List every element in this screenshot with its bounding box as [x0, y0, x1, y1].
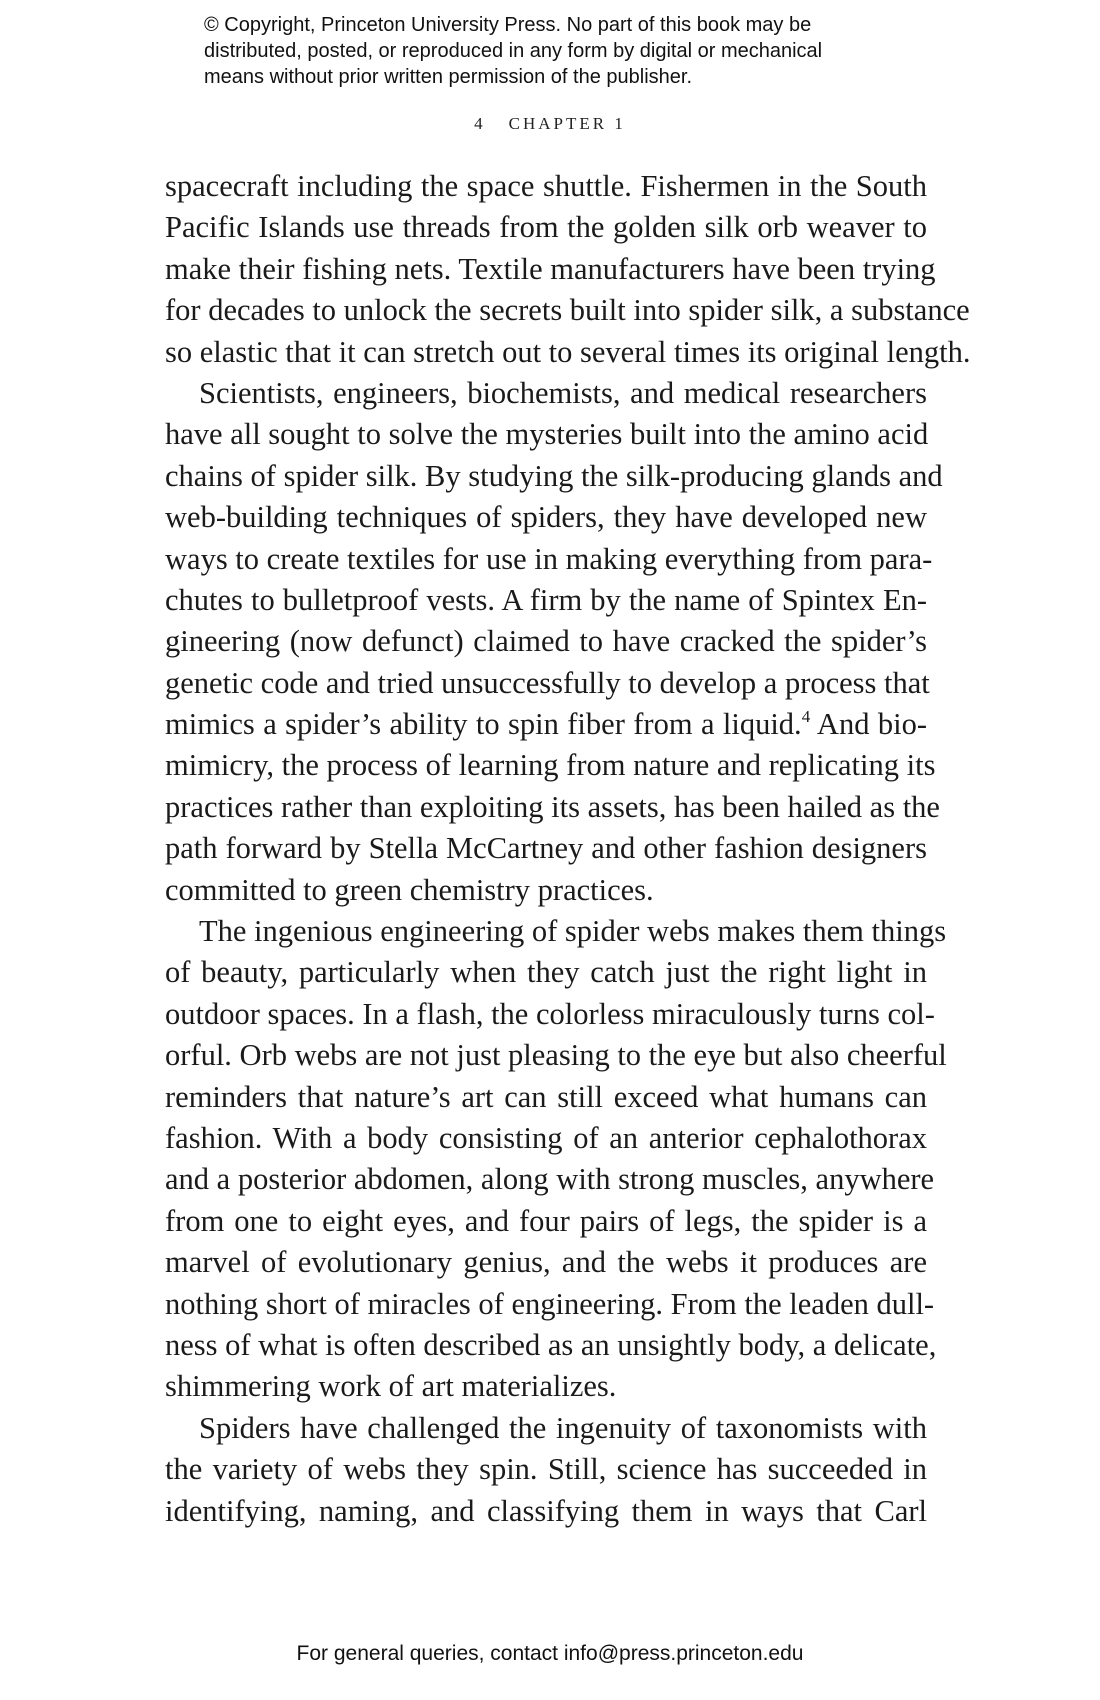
- text-line: chutes to bulletproof vests. A firm by the name of Spintex En-: [165, 582, 927, 617]
- text-line: ways to create textiles for use in making everything from para-: [165, 541, 933, 576]
- text-line: Pacific Islands use threads from the golden silk orb weaver to: [165, 210, 927, 245]
- copyright-notice: [204, 12, 924, 90]
- text-line: practices rather than exploiting its assets, has been hailed as the: [165, 789, 940, 824]
- footer-contact: For general queries, contact info@press.princeton.edu: [296, 1642, 804, 1665]
- text-line: from one to eight eyes, and four pairs of legs, the spider is a: [165, 1203, 927, 1238]
- text-line: make their fishing nets. Textile manufacturers have been trying: [165, 251, 936, 286]
- chapter-label: CHAPTER 1: [508, 114, 626, 133]
- copyright-line: means without prior written permission of the publisher.: [204, 66, 693, 88]
- text-line: identifying, naming, and classifying them in ways that Carl: [165, 1493, 927, 1528]
- text-line: Spiders have challenged the ingenuity of taxonomists with: [199, 1410, 927, 1445]
- text-line: mimicry, the process of learning from nature and replicating its: [165, 748, 936, 783]
- text-line: genetic code and tried unsuccessfully to develop a process that: [165, 665, 930, 700]
- text-line: shimmering work of art materializes.: [165, 1369, 617, 1404]
- text-fragment: And bio-: [816, 707, 927, 742]
- text-fragment: mimics a spider’s ability to spin fiber from a liquid.: [165, 707, 802, 742]
- text-line: spacecraft including the space shuttle. Fishermen in the South: [165, 169, 927, 203]
- text-line: Scientists, engineers, biochemists, and medical researchers: [199, 375, 927, 410]
- text-line: have all sought to solve the mysteries built into the amino acid: [165, 417, 929, 452]
- page-number: 4: [474, 114, 483, 133]
- text-line: for decades to unlock the secrets built into spider silk, a substance: [165, 293, 970, 328]
- text-line: outdoor spaces. In a flash, the colorless miraculously turns col-: [165, 996, 935, 1031]
- text-line: the variety of webs they spin. Still, science has succeeded in: [165, 1452, 927, 1487]
- text-line: of beauty, particularly when they catch just the right light in: [165, 955, 927, 990]
- text-line: gineering (now defunct) claimed to have cracked the spider’s: [165, 624, 927, 659]
- text-line: marvel of evolutionary genius, and the webs it produces are: [165, 1245, 927, 1280]
- text-line: orful. Orb webs are not just pleasing to the eye but also cheerful: [165, 1038, 947, 1073]
- text-line: nothing short of miracles of engineering. From the leaden dull-: [165, 1286, 935, 1321]
- text-line: and a posterior abdomen, along with strong muscles, anywhere: [165, 1162, 935, 1197]
- running-head: [0, 114, 1100, 134]
- text-line: fashion. With a body consisting of an anterior cephalothorax: [165, 1120, 927, 1155]
- text-line: committed to green chemistry practices.: [165, 872, 654, 907]
- text-line-with-footnote: [165, 704, 927, 745]
- footnote-reference[interactable]: 4: [801, 707, 811, 727]
- text-line: ness of what is often described as an unsightly body, a delicate,: [165, 1327, 937, 1362]
- copyright-line: © Copyright, Princeton University Press. No part of this book may be: [204, 14, 812, 36]
- text-line: path forward by Stella McCartney and other fashion designers: [165, 831, 927, 866]
- page-body: [165, 166, 971, 1532]
- text-line: chains of spider silk. By studying the silk-producing glands and: [165, 458, 943, 493]
- text-line: reminders that nature’s art can still exceed what humans can: [165, 1079, 927, 1114]
- text-line: web-building techniques of spiders, they have developed new: [165, 500, 927, 535]
- text-line: so elastic that it can stretch out to several times its original length.: [165, 334, 971, 369]
- copyright-line: distributed, posted, or reproduced in any form by digital or mechanical: [204, 40, 823, 62]
- text-line: The ingenious engineering of spider webs makes them things: [199, 914, 947, 949]
